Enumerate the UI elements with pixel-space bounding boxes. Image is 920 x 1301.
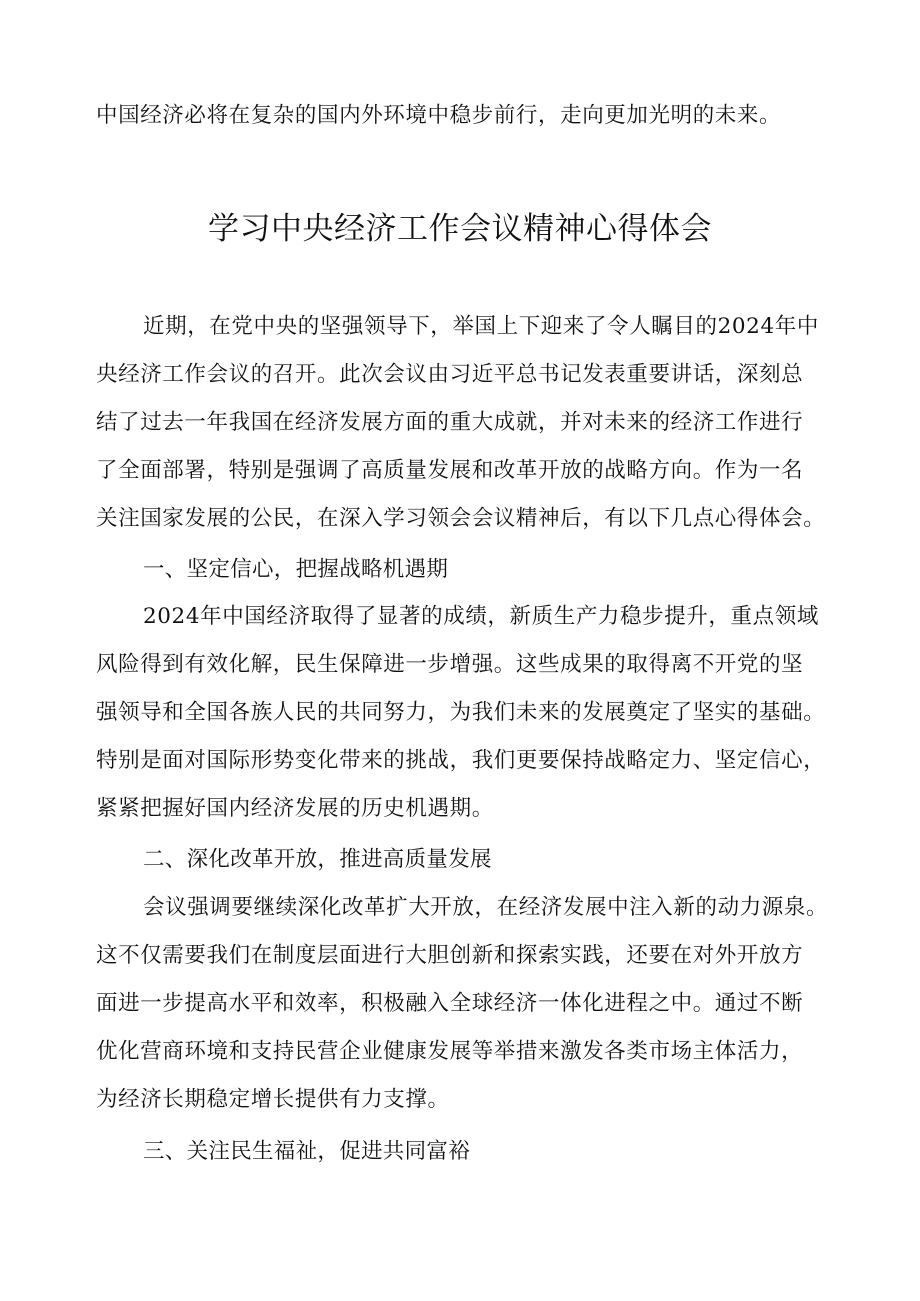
paragraph-line: 特别是面对国际形势变化带来的挑战，我们更要保持战略定力、坚定信心， <box>96 748 826 773</box>
paragraph-line: 面进一步提高水平和效率，积极融入全球经济一体化进程之中。通过不断 <box>96 991 804 1016</box>
document-title: 学习中央经济工作会议精神心得体会 <box>208 211 712 247</box>
paragraph-line: 紧紧把握好国内经济发展的历史机遇期。 <box>96 796 494 821</box>
section-heading-1: 一、坚定信心，把握战略机遇期 <box>143 557 449 582</box>
paragraph-line: 结了过去一年我国在经济发展方面的重大成就，并对未来的经济工作进行 <box>96 410 804 435</box>
paragraph-line: 近期，在党中央的坚强领导下，举国上下迎来了令人瞩目的2024年中 <box>143 314 819 339</box>
paragraph-line: 为经济长期稳定增长提供有力支撑。 <box>96 1087 450 1112</box>
paragraph-line: 优化营商环境和支持民营企业健康发展等举措来激发各类市场主体活力， <box>96 1039 804 1064</box>
paragraph-line: 央经济工作会议的召开。此次会议由习近平总书记发表重要讲话，深刻总 <box>96 362 804 387</box>
paragraph-line: 了全面部署，特别是强调了高质量发展和改革开放的战略方向。作为一名 <box>96 458 804 483</box>
paragraph-line: 2024年中国经济取得了显著的成绩，新质生产力稳步提升，重点领域 <box>143 604 819 629</box>
paragraph-line: 强领导和全国各族人民的共同努力，为我们未来的发展奠定了坚实的基础。 <box>96 700 826 725</box>
paragraph-line: 关注国家发展的公民，在深入学习领会会议精神后，有以下几点心得体会。 <box>96 506 826 531</box>
paragraph-line: 会议强调要继续深化改革扩大开放，在经济发展中注入新的动力源泉。 <box>143 895 829 920</box>
section-heading-2: 二、深化改革开放，推进高质量发展 <box>143 847 492 872</box>
paragraph-line: 这不仅需要我们在制度层面进行大胆创新和探索实践，还要在对外开放方 <box>96 943 804 968</box>
section-heading-3: 三、关注民生福祉，促进共同富裕 <box>143 1139 471 1164</box>
previous-paragraph-tail: 中国经济必将在复杂的国内外环境中稳步前行，走向更加光明的未来。 <box>96 103 782 128</box>
paragraph-line: 风险得到有效化解，民生保障进一步增强。这些成果的取得离不开党的坚 <box>96 652 804 677</box>
